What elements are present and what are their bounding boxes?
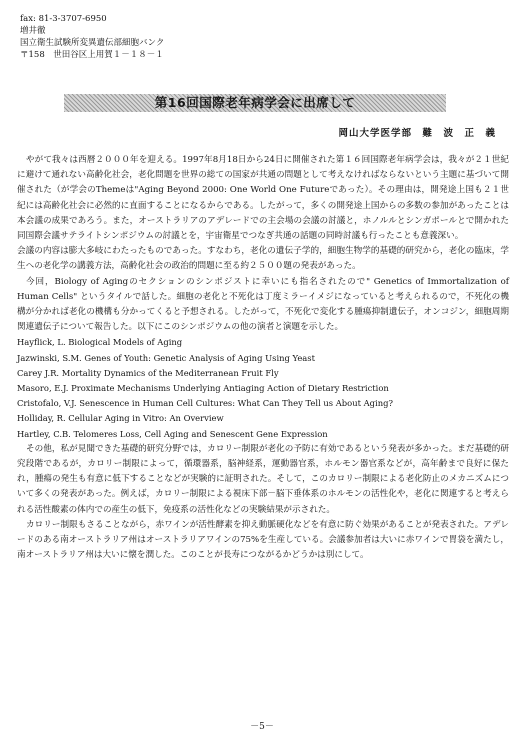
author-line: 岡山大学医学部 難 波 正 義 [338,128,496,139]
title-banner [64,94,446,112]
speaker-list [17,335,509,441]
article-title: 第16回国際老年病学会に出席して [154,95,356,110]
paragraph-intro: やがて我々は西暦２０００年を迎える。1997年8月18日から24日に開催された第１６回国際老年病学会は，我々が２１世紀に避けて通れない高齢化社会，老化問題を世界の総ての国家が共通の問題として考えなければならないという主題に基づいて開催された（が学会のThemeは"Aging Beyond 2000: One World One Futureであった）。その理由は，開発途上国も２１世紀には高齢化社会に必然的に直面することになるからである。したがって，多くの開発途上国からの多数の参加があったことは本会議の成果であろう。また，オーストラリアのアデレードでの主会場の会議の討議と，ホノルルとシンガポールとで開かれた同国際会議サテライトシンポジウムの討議とを，宇宙衛星でつなぎ共通の話題の同時討議も行ったことも意義深い。 [17,155,509,242]
speaker-item: Hayflick, L. Biological Models of Aging [17,337,183,348]
speaker-item: Hartley, C.B. Telomeres Loss, Cell Aging and Senescent Gene Expression [17,428,328,439]
speaker-item: Masoro, E.J. Proximate Mechanisms Underlying Antiaging Action of Dietary Restriction [17,383,389,394]
paragraph-red-wine: カロリー制限もさることながら，赤ワインが活性酵素を抑え動脈硬化などを有意に防ぐ効果があることが発表された。アデレードのある南オーストラリア州はオーストラリアワインの75%を生産している。会議参加者は大いに赤ワインで胃袋を満たし，南オーストラリア州は大いに懐を潤した。このことが長寿につながるかどうかは別にして。 [17,519,509,561]
speaker-item: Carey J.R. Mortality Dynamics of the Mediterranean Fruit Fly [17,367,279,378]
speaker-item: Jazwinski, S.M. Genes of Youth: Genetic Analysis of Aging Using Yeast [17,352,315,363]
paragraph-symposium: 今回，Biology of Agingのセクションのシンポジストに幸いにも指名されたので" Genetics of Immortalization of Human Cells" というタイルで話した。細胞の老化と不死化は丁度ミラーイメジになっていると考えられるので，不死化の機構が分かれば老化の機構も分かってくると予想される。したがって，不死化で変化する腫瘍抑制遺伝子，オンコジン，細胞周期関連遺伝子について報告した。以下にこのシンポジウムの他の演者と演題を示した。 [17,276,509,333]
speaker-item: Cristofalo, V.J. Senescence in Human Cell Cultures: What Can They Tell us About Aging? [17,398,393,409]
sender-name: 増井徹 [20,26,46,36]
paragraph-content: 会議の内容は膨大多岐にわたったものであった。すなわち，老化の遺伝子学的，細胞生物学的基礎的研究から，老化の臨床，学生への老化学の講義方法，高齢化社会の政治的問題に至る約２５００題の発表があった。 [17,246,509,272]
fax-number: fax: 81-3-3707-6950 [20,14,107,24]
speaker-item: Holliday, R. Cellular Aging in Vitro: An Overview [17,413,224,424]
sender-organization: 国立衛生試験所変異遺伝部細胞バンク [20,38,165,48]
paragraph-caloric-restriction: その他，私が見聞できた基礎的研究分野では，カロリー制限が老化の予防に有効であるという発表が多かった。まだ基礎的研究段階であるが，カロリー制限によって，循環器系，脳神経系，運動器官系，ホルモン器官系などが，高年齢まで良好に保たれ，腫瘍の発生も有意に低下することなどが実験的に証明された。そして，このカロリー制限による老化防止のメカニズムについて多くの発表があった。例えば，カロリー制限による視床下部－脳下垂体系のホルモンの活性化や，老化に関連すると考えられる活性酸素の体内での産生の低下，免疫系の活性化などの実験結果が示された。 [17,443,509,515]
page-number: －5－ [250,722,274,732]
article-body [17,153,509,563]
sender-address: 〒158 世田谷区上用賀１－１８－１ [20,50,164,60]
sender-header [20,13,280,61]
